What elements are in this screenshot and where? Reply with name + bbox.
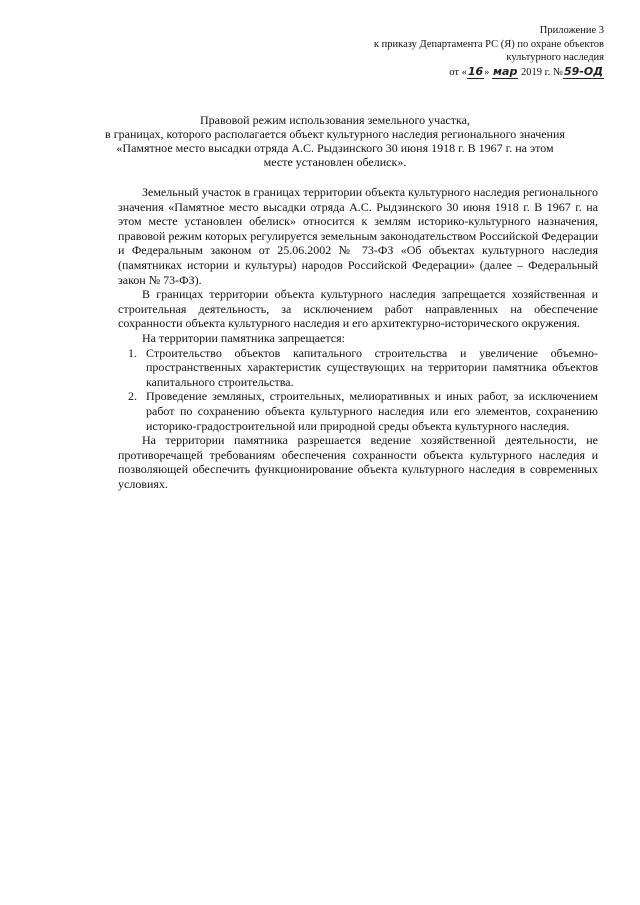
date-prefix: от « (449, 66, 467, 78)
list-item-text: Проведение земляных, строительных, мелиоративных и иных работ, за исключением работ по сохранению объекта культурного наследия или его элементов, сохранению историко-градостроительной или природной среды объекта культурного наследия. (146, 389, 598, 433)
date-year: 2019 г. № (520, 66, 563, 78)
handwritten-number: 59-ОД (563, 64, 603, 78)
title-line-4: месте установлен обелиск». (263, 155, 407, 169)
document-body (118, 185, 598, 491)
title-line-2: в границах, которого располагается объект культурного наследия регионального значения (105, 127, 565, 141)
appendix-header (274, 24, 604, 79)
list-item-number: 2. (128, 389, 137, 404)
list-item-text: Строительство объектов капитального строительства и увеличение объемно-пространственных характеристик существующих на территории памятника объектов капитального строительства. (146, 345, 598, 389)
paragraph-prohibited-intro: На территории памятника запрещается: (142, 330, 345, 345)
title-line-1: Правовой режим использования земельного участка, (200, 113, 470, 127)
handwritten-month: мар (493, 64, 518, 78)
order-reference-cont: культурного наследия (506, 52, 604, 63)
prohibited-list (118, 346, 598, 434)
paragraph-land-plot: Земельный участок в границах территории объекта культурного наследия регионального значения «Памятное место высадки отряда А.С. Рыдзинского 30 июня 1918 г. В 1967 г. на этом месте установлен обелиск» относится к землям историко-культурного назначения, правовой режим которых регулируется земельным законодательством Российской Федерации и Федеральным законом от 25.06.2002 № 73-ФЗ «Об объектах культурного наследия (памятниках истории и культуры) народов Российской Федерации» (далее – Федеральный закон № 73-ФЗ). (118, 185, 598, 287)
title-line-3: «Памятное место высадки отряда А.С. Рыдзинского 30 июня 1918 г. В 1967 г. на этом (116, 141, 554, 155)
list-item (118, 346, 598, 390)
document-title (100, 113, 570, 169)
list-item (118, 389, 598, 433)
appendix-number: Приложение 3 (539, 25, 604, 36)
date-mid: » (484, 66, 490, 78)
paragraph-prohibited-activity: В границах территории объекта культурного наследия запрещается хозяйственная и строительная деятельность, за исключением работ направленных на обеспечение сохранности объекта культурного наследия и его архитектурно-исторического окружения. (118, 287, 598, 331)
list-item-number: 1. (128, 345, 137, 360)
paragraph-permitted-activity: На территории памятника разрешается ведение хозяйственной деятельности, не противоречащей требованиям обеспечения сохранности объекта культурного наследия и позволяющей обеспечить функционирование объекта культурного наследия в современных условиях. (118, 433, 598, 491)
order-reference: к приказу Департамента РС (Я) по охране объектов (373, 38, 604, 50)
handwritten-day: 16 (467, 64, 484, 78)
order-date-line (274, 65, 604, 80)
